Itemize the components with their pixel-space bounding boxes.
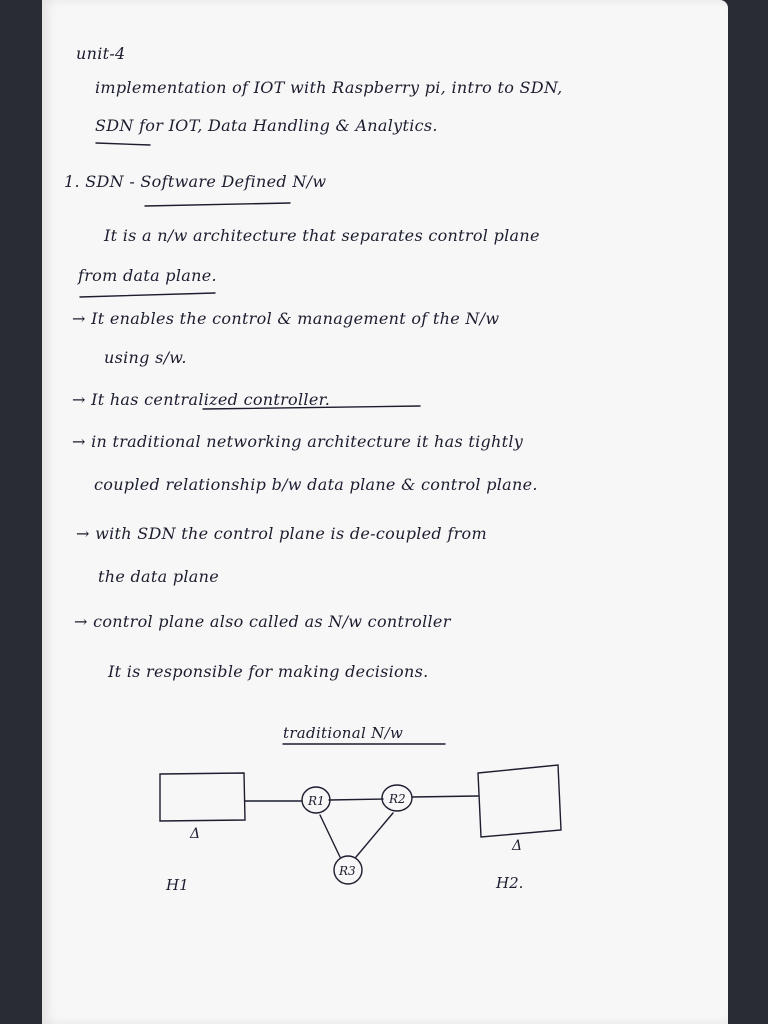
point-decoupled-cont: the data plane — [98, 567, 219, 586]
point-decoupled: → with SDN the control plane is de-coupled from — [76, 524, 487, 543]
router-r2-label: R2 — [389, 792, 406, 806]
point-traditional-cont: coupled relationship b/w data plane & control plane. — [94, 475, 538, 494]
diagram-title: traditional N/w — [283, 724, 404, 742]
host2-box — [478, 765, 561, 837]
host2-label: H2. — [496, 874, 524, 892]
underline-sdn-for-iot — [96, 143, 150, 145]
host2-marker: Δ — [512, 838, 523, 854]
link-r2-r3 — [356, 813, 393, 857]
point-controller-cont: It is responsible for making decisions. — [108, 662, 429, 681]
point-enables-cont: using s/w. — [104, 348, 187, 367]
definition-line-1: It is a n/w architecture that separates control plane — [104, 226, 540, 245]
underline-data-plane — [80, 293, 215, 297]
topics-line-2: SDN for IOT, Data Handling & Analytics. — [95, 116, 438, 135]
link-r1-r2 — [329, 799, 383, 800]
underline-software-defined — [145, 203, 290, 206]
router-r3-label: R3 — [339, 864, 356, 878]
topics-line-1: implementation of IOT with Raspberry pi, intro to SDN, — [95, 78, 563, 97]
link-r1-r3 — [320, 815, 340, 857]
host1-marker: Δ — [190, 826, 201, 842]
underline-centralized — [203, 406, 420, 409]
point-centralized: → It has centralized controller. — [72, 390, 331, 409]
unit-heading: unit-4 — [76, 44, 126, 63]
host1-box — [160, 773, 245, 821]
point-enables: → It enables the control & management of the N/w — [72, 309, 500, 328]
host1-label: H1 — [166, 876, 189, 894]
router-r1-label: R1 — [308, 794, 325, 808]
section-title-sdn: 1. SDN - Software Defined N/w — [64, 172, 327, 191]
point-controller: → control plane also called as N/w controller — [74, 612, 451, 631]
definition-line-2: from data plane. — [78, 266, 217, 285]
point-traditional: → in traditional networking architecture it has tightly — [72, 432, 524, 451]
link-r2-h2 — [412, 796, 478, 797]
